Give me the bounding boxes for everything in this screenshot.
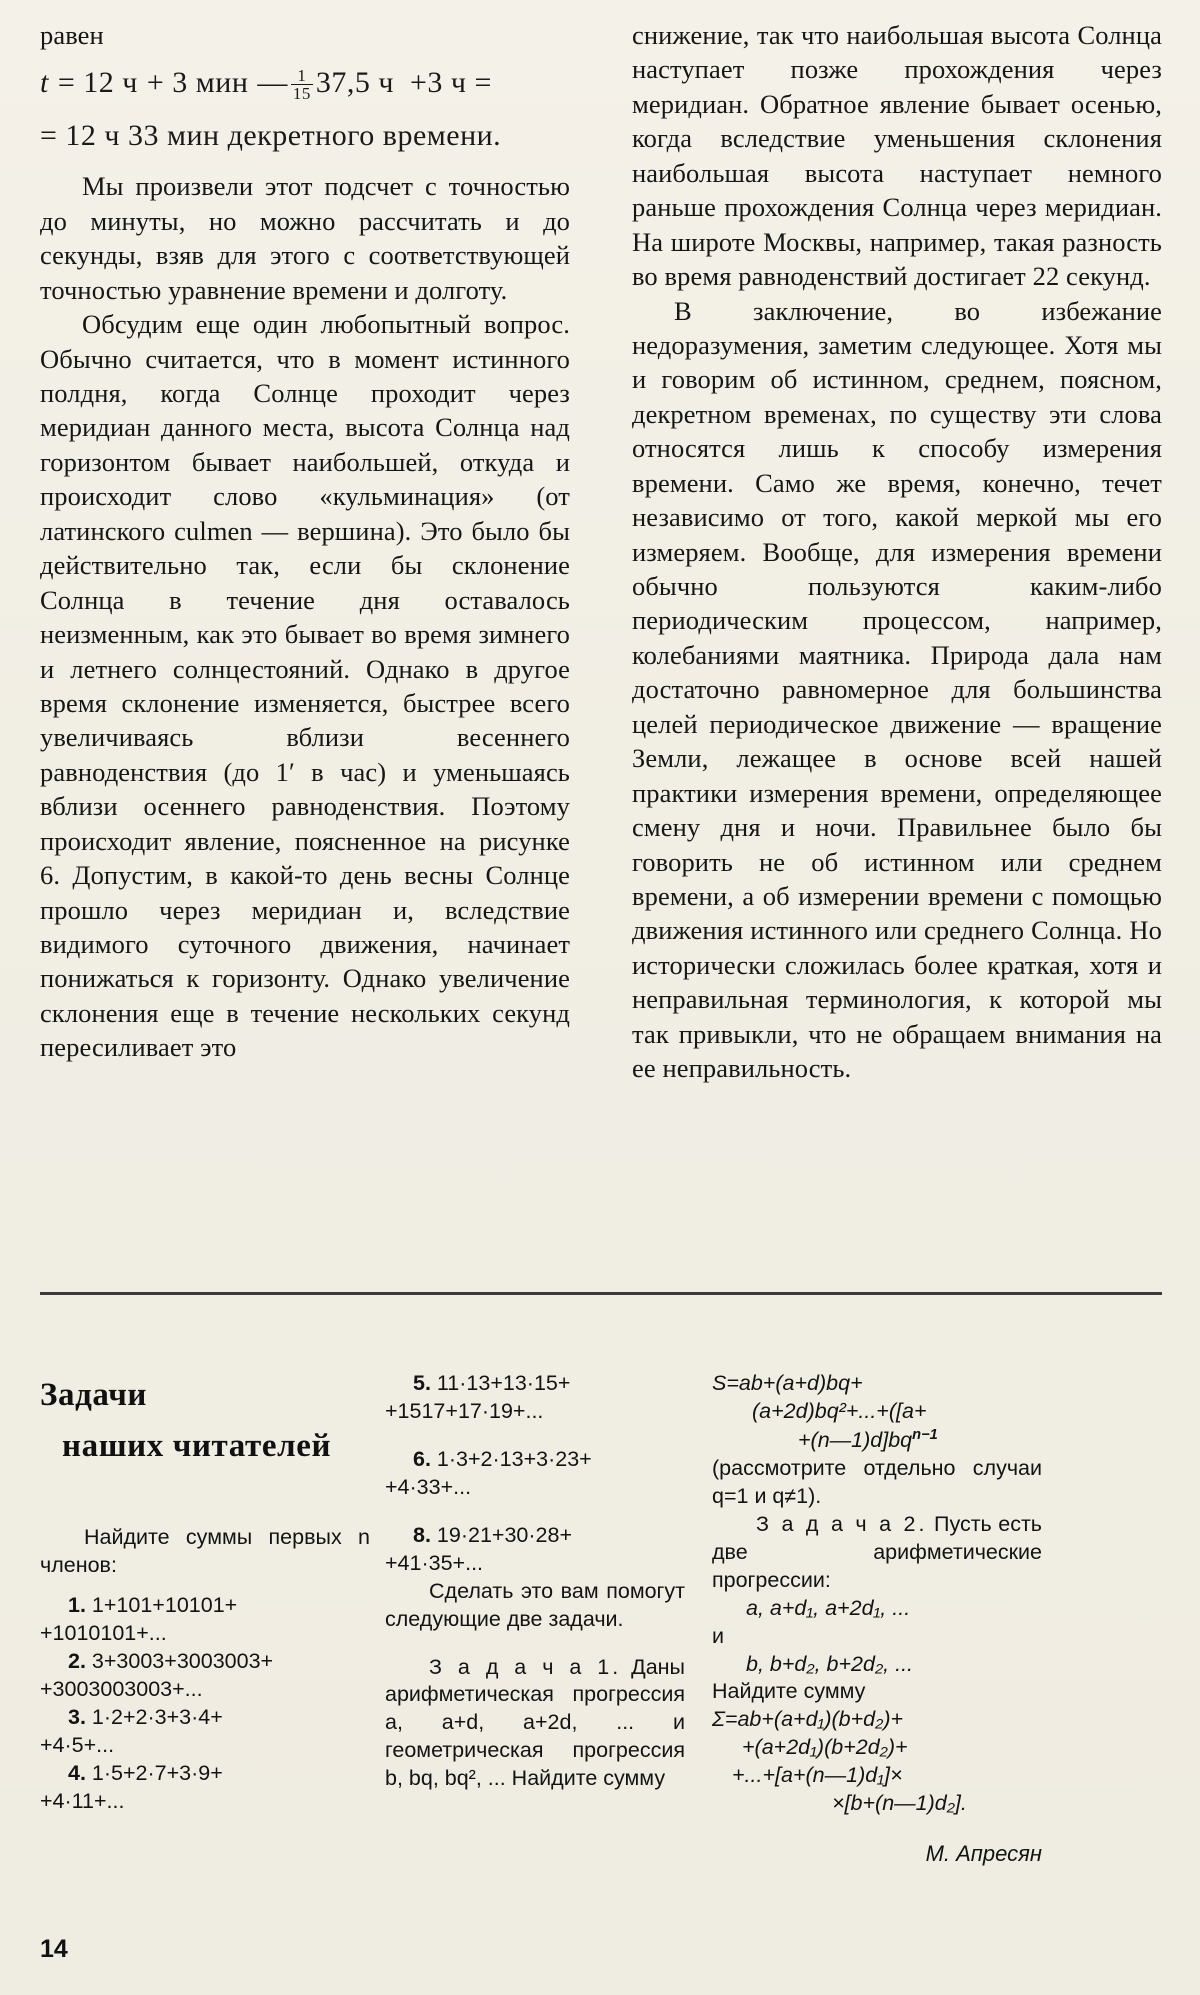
paragraph: Мы произвели этот подсчет с точностью до минуты, но можно рассчитать и до секунды, взяв для этого с соответствующей точностью уравнение времени и долготу.	[40, 171, 570, 305]
task-1-text: Даны арифметическая прогрессия a, a+d, a+2d, ... и геометрическая прогрессия b, bq, bq², ... Найдите сумму	[385, 1654, 685, 1791]
formula-plus-3h: +3 ч =	[409, 66, 492, 100]
sum-line-4: ×[b+(n—1)d₂].	[832, 1791, 967, 1816]
formula-s-exponent: n−1	[912, 1426, 938, 1443]
right-paragraphs	[632, 18, 1162, 1086]
sum-line-3: +...+[a+(n—1)d₁]×	[732, 1763, 903, 1788]
paragraph: Обсудим еще один любопытный вопрос. Обычно считается, что в момент истинного полдня, когда Солнце проходит через меридиан данного места, высота Солнца над горизонтом бывает наибольшей, откуда и происходит слово «кульминация» (от латинского culmen — вершина). Это было бы действительно так, если бы склонение Солнца в течение дня оставалось неизменным, как это бывает во время зимнего и летнего солнцестояний. Однако в другое время склонение изменяется, быстрее всего увеличиваясь вблизи весеннего равноденствия (до 1′ в час) и уменьшаясь вблизи осеннего равноденствия. Поэтому происходит явление, поясненное на рисунке 6. Допустим, в какой-то день весны Солнце прошло через меридиан и, вследствие видимого суточного движения, начинает понижаться к горизонту. Однако увеличение склонения еще в течение нескольких секунд пересиливает это	[40, 309, 570, 1063]
formula-s-line1: S=ab+(a+d)bq+	[712, 1371, 863, 1395]
problems-intro: Найдите суммы первых n членов:	[40, 1525, 370, 1578]
problem-number: 8.	[413, 1522, 431, 1547]
problem-text: 1+101+10101+	[91, 1593, 238, 1618]
author-credit: М. Апресян	[925, 1841, 1042, 1867]
section-divider	[40, 1292, 1162, 1295]
problem-item	[385, 1522, 685, 1550]
lead-word: равен	[40, 20, 104, 50]
conjunction-and: и	[712, 1623, 725, 1648]
problem-item	[40, 1648, 370, 1676]
fraction-denominator: 15	[292, 84, 311, 104]
task-2	[712, 1511, 1042, 1595]
problem-number: 1.	[68, 1593, 86, 1618]
problem-number: 6.	[413, 1446, 431, 1471]
problem-item-cont: +4·33+...	[385, 1474, 472, 1499]
problems-column-1	[40, 1370, 370, 1816]
problem-number: 2.	[68, 1649, 86, 1674]
formula-s-line3-text: +(n—1)d]bq	[798, 1428, 913, 1453]
formula-plus-3min: + 3 мин	[146, 66, 249, 100]
problem-item	[385, 1370, 685, 1398]
formula-minus-sign: —	[257, 66, 288, 100]
problems-list-1	[40, 1524, 370, 1815]
sum-line-2: +(a+2d₁)(b+2d₂)+	[742, 1735, 908, 1760]
problem-item	[40, 1760, 370, 1788]
paragraph: снижение, так что наибольшая высота Солнца наступает позже прохождения через меридиан. Обратное явление бывает осенью, когда вследствие уменьшения склонения наибольшая высота наступает немного раньше прохождения Солнца через меридиан. На широте Москвы, например, такая разность во время равноденствий достигает 22 секунд.	[632, 20, 1162, 292]
sum-line-1: Σ=ab+(a+d₁)(b+d₂)+	[712, 1707, 904, 1732]
article-column-right	[632, 18, 1162, 1086]
formula-s-line2: (a+2d)bq²+...+([a+	[752, 1398, 927, 1423]
problem-item-cont: +4·5+...	[40, 1732, 115, 1757]
problem-number: 5.	[413, 1371, 431, 1395]
task-1-label: З а д а ч а 1.	[429, 1654, 622, 1679]
formula-note: (рассмотрите отдельно случаи q=1 и q≠1).	[712, 1455, 1042, 1508]
paragraph: В заключение, во избежание недоразумения, заметим следующее. Хотя мы и говорим об истинном, среднем, поясном, декретном временах, по существу эти слова относятся лишь к способу измерения времени. Само же время, конечно, течет независимо от того, какой меркой мы его измеряем. Вообще, для измерения времени обычно пользуются каким-либо периодическим процессом, например, колебаниями маятника. Природа дала нам достаточно равномерное для большинства целей периодическое движение — вращение Земли, лежащее в основе всей нашей практики измерения времени, определяющее смену дня и ночи. Правильнее было бы говорить не об истинном или среднем времени, а об измерении времени с помощью движения истинного или среднего Солнца. Но исторически сложилась более краткая, хотя и неправильная терминология, к которой мы так привыкли, что не обращаем внимания на ее неправильность.	[632, 295, 1162, 1084]
formula-s-line3	[712, 1426, 1042, 1455]
formula-value: 37,5 ч	[315, 66, 394, 100]
task-1	[385, 1654, 685, 1794]
problem-item	[385, 1446, 685, 1474]
problem-item-cont: +4·11+...	[40, 1788, 125, 1813]
problems-section	[40, 1370, 1162, 1930]
problem-text: 19·21+30·28+	[436, 1522, 573, 1547]
progression-2: b, b+d₂, b+2d₂, ...	[746, 1651, 914, 1676]
formula-eq-12h: = 12 ч	[57, 66, 138, 100]
problem-item-cont: +1517+17·19+...	[385, 1398, 544, 1423]
formula-line-2: = 12 ч 33 мин декретного времени.	[40, 119, 502, 153]
problem-number: 4.	[68, 1760, 86, 1785]
problem-item	[40, 1592, 370, 1620]
problem-item-cont: +41·35+...	[385, 1550, 484, 1575]
fraction-numerator: 1	[297, 65, 307, 85]
formula-line-1	[40, 66, 570, 103]
task-2-label: З а д а ч а 2.	[756, 1511, 928, 1536]
formula-fraction	[291, 67, 313, 103]
find-sum-label: Найдите сумму	[712, 1679, 866, 1704]
problems-note: Сделать это вам помогут следующие две задачи.	[385, 1578, 685, 1631]
section-title-line1: Задачи	[40, 1377, 148, 1413]
left-paragraphs	[40, 169, 570, 1064]
problem-item	[40, 1704, 370, 1732]
problem-text: 1·5+2·7+3·9+	[91, 1760, 223, 1785]
progression-1: a, a+d₁, a+2d₁, ...	[746, 1595, 911, 1620]
problem-text: 3+3003+3003003+	[91, 1649, 274, 1674]
task-2-text: Пусть есть две арифметические прогрессии:	[712, 1511, 1042, 1592]
problem-text: 1·2+2·3+3·4+	[91, 1704, 223, 1729]
problems-column-3	[712, 1370, 1042, 1869]
problems-column-2	[385, 1370, 685, 1793]
problem-item-cont: +1010101+...	[40, 1621, 167, 1646]
page-number: 14	[40, 1935, 68, 1963]
problem-item-cont: +3003003003+...	[40, 1676, 203, 1701]
formula-variable-t: t	[40, 66, 49, 100]
problem-text: 11·13+13·15+	[436, 1371, 571, 1395]
problem-text: 1·3+2·13+3·23+	[436, 1446, 592, 1471]
article-body	[40, 18, 1162, 1258]
problem-number: 3.	[68, 1704, 86, 1729]
section-title-line2: наших читателей	[62, 1428, 332, 1465]
section-title	[40, 1370, 370, 1472]
article-column-left	[40, 18, 570, 1065]
